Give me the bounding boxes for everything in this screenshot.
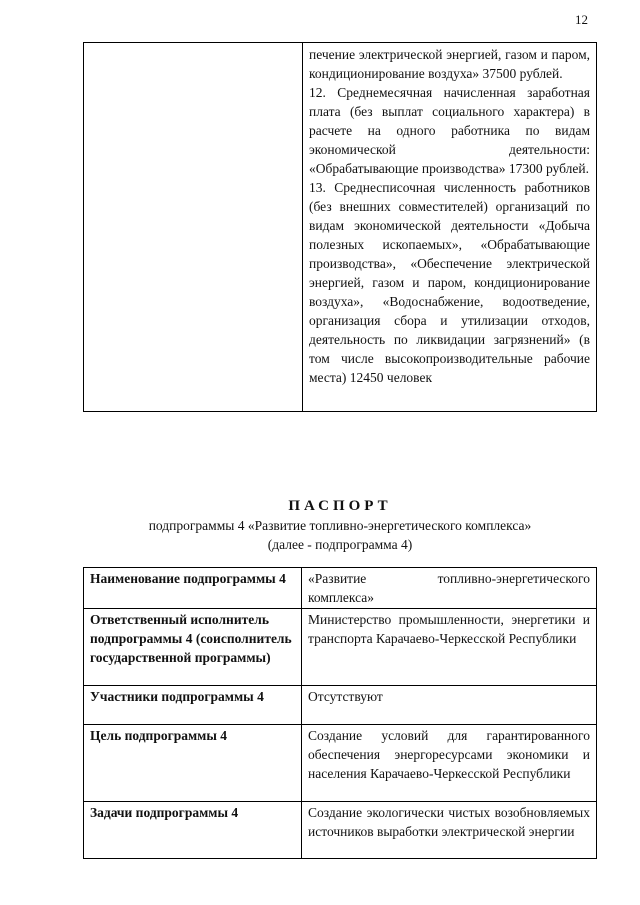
row-value: Создание экологически чистых возобновляемых источников выработки электрической энергии — [302, 802, 597, 859]
row-key: Наименование подпрограммы 4 — [84, 568, 302, 609]
table-row — [84, 568, 597, 609]
empty-left-cell — [84, 43, 303, 412]
row-key: Участники подпрограммы 4 — [84, 686, 302, 725]
table-row — [84, 725, 597, 802]
continued-table — [83, 42, 597, 412]
row-value: Министерство промышленности, энергетики и транспорта Карачаево-Черкесской Республики — [302, 609, 597, 686]
passport-subtitle-note: (далее - подпрограмма 4) — [267, 537, 413, 552]
table-row — [84, 686, 597, 725]
passport-subtitle: подпрограммы 4 «Развитие топливно-энергетического комплекса» — [148, 518, 532, 533]
table-row — [84, 802, 597, 859]
row-key: Цель подпрограммы 4 — [84, 725, 302, 802]
row-value: Создание условий для гарантированного обеспечения энергоресурсами экономики и населения Карачаево-Черкесской Республики — [302, 725, 597, 802]
row-value: «Развитие топливно-энергетического комплекса» — [302, 568, 597, 609]
passport-table — [83, 567, 597, 859]
row-value: Отсутствуют — [302, 686, 597, 725]
passport-heading — [83, 496, 597, 554]
indicator-paragraph: 13. Среднесписочная численность работников (без внешних совместителей) организаций по видам экономической деятельности «Добыча полезных ископаемых», «Обрабатывающие производства», «Обеспечение электрической энергией, газом и паром, кондиционирование воздуха», «Водоснабжение, водоотведение, организация сбора и утилизации отходов, деятельность по ликвидации загрязнений» (в том числе высокопроизводительные рабочие места) 12450 человек — [309, 180, 590, 385]
passport-title: ПАСПОРТ — [288, 498, 392, 514]
row-key: Ответственный исполнитель подпрограммы 4 (соисполнитель государственной программы) — [84, 609, 302, 686]
indicator-paragraph: 12. Среднемесячная начисленная заработная плата (без выплат социального характера) в расчете на одного работника по видам экономической деятельности: «Обрабатывающие производства» 17300 рублей. — [309, 85, 590, 176]
indicators-cell — [303, 43, 597, 412]
page-number: 12 — [575, 12, 588, 27]
row-key: Задачи подпрограммы 4 — [84, 802, 302, 859]
table-row — [84, 609, 597, 686]
indicator-paragraph: печение электрической энергией, газом и паром, кондиционирование воздуха» 37500 рублей. — [309, 47, 590, 81]
